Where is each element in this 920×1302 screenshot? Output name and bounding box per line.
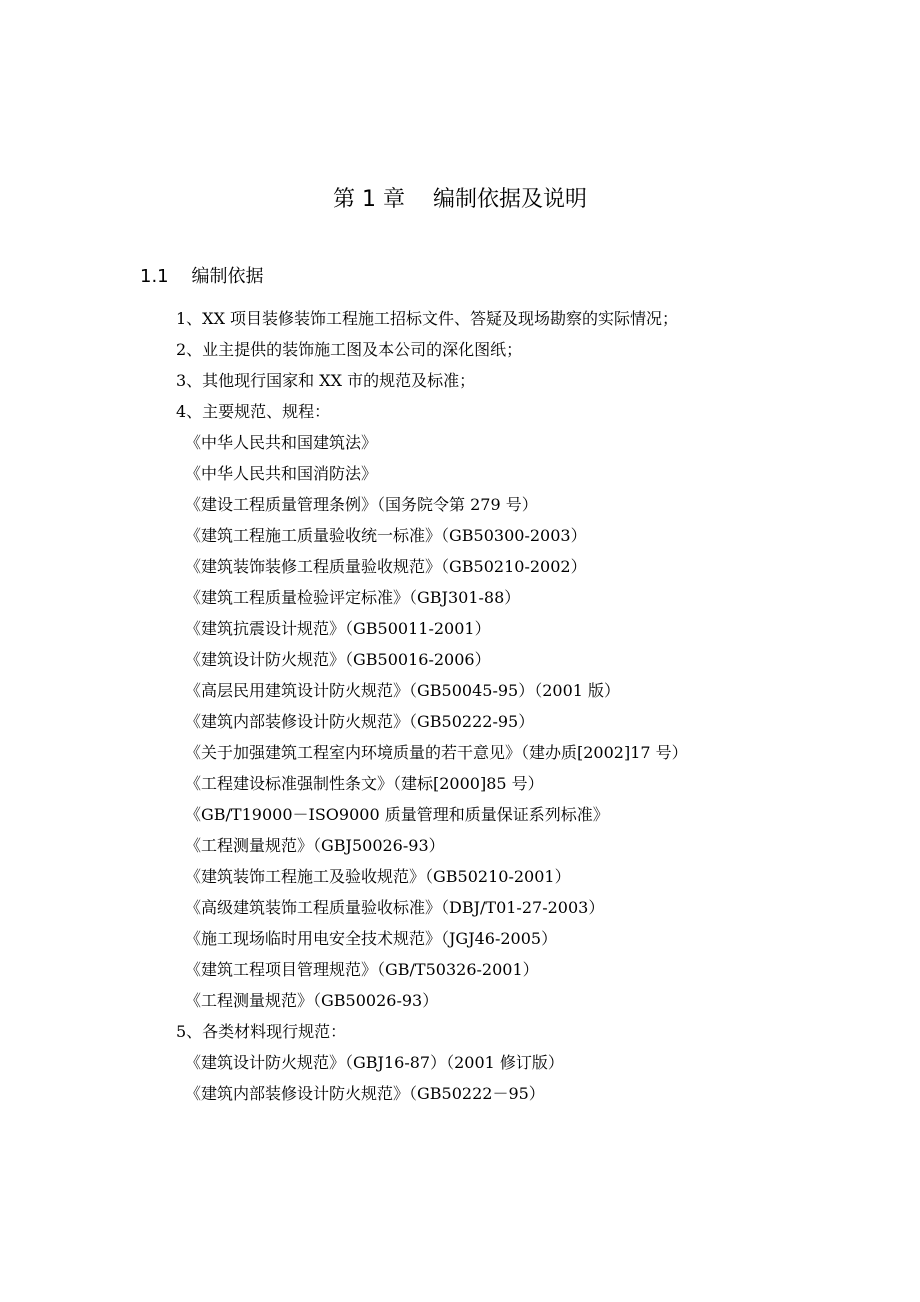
standard-item: 《建设工程质量管理条例》（国务院令第 279 号） [185, 495, 538, 514]
standard-item: 《建筑设计防火规范》（GB50016-2006） [185, 650, 491, 669]
list-item-5: 5、各类材料现行规范： [176, 1022, 347, 1041]
standard-item: 《工程建设标准强制性条文》（建标[2000]85 号） [185, 774, 544, 793]
standard-item: 《中华人民共和国消防法》 [185, 464, 378, 483]
standard-item: 《建筑工程项目管理规范》（GB/T50326-2001） [185, 960, 539, 979]
section-title: 1.1 编制依据 [140, 266, 264, 287]
standard-item: 《高层民用建筑设计防火规范》（GB50045-95）（2001 版） [185, 681, 621, 700]
standard-item: 《工程测量规范》（GBJ50026-93） [185, 836, 445, 855]
standard-item: 《建筑工程施工质量验收统一标准》（GB50300-2003） [185, 526, 587, 545]
chapter-title: 第 1 章 编制依据及说明 [333, 187, 587, 212]
standard-item: 《建筑装饰装修工程质量验收规范》（GB50210-2002） [185, 557, 587, 576]
standard-item: 《GB/T19000－ISO9000 质量管理和质量保证系列标准》 [185, 805, 609, 824]
list-item-4: 4、主要规范、规程： [176, 402, 331, 421]
standard-item: 《中华人民共和国建筑法》 [185, 433, 378, 452]
standard-item: 《工程测量规范》（GB50026-93） [185, 991, 439, 1010]
standard-item: 《关于加强建筑工程室内环境质量的若干意见》（建办质[2002]17 号） [185, 743, 688, 762]
list-item-1: 1、XX 项目装修装饰工程施工招标文件、答疑及现场勘察的实际情况； [176, 309, 679, 328]
standard-item: 《建筑抗震设计规范》（GB50011-2001） [185, 619, 491, 638]
standard-item: 《建筑装饰工程施工及验收规范》（GB50210-2001） [185, 867, 571, 886]
material-standard-item: 《建筑内部装修设计防火规范》（GB50222－95） [185, 1084, 545, 1103]
material-standard-item: 《建筑设计防火规范》（GBJ16-87）（2001 修订版） [185, 1053, 564, 1072]
list-item-3: 3、其他现行国家和 XX 市的规范及标准； [176, 371, 476, 390]
standard-item: 《施工现场临时用电安全技术规范》（JGJ46-2005） [185, 929, 558, 948]
standard-item: 《建筑工程质量检验评定标准》（GBJ301-88） [185, 588, 521, 607]
list-item-2: 2、业主提供的装饰施工图及本公司的深化图纸； [176, 340, 523, 359]
standard-item: 《建筑内部装修设计防火规范》（GB50222-95） [185, 712, 535, 731]
standard-item: 《高级建筑装饰工程质量验收标准》（DBJ/T01-27-2003） [185, 898, 605, 917]
